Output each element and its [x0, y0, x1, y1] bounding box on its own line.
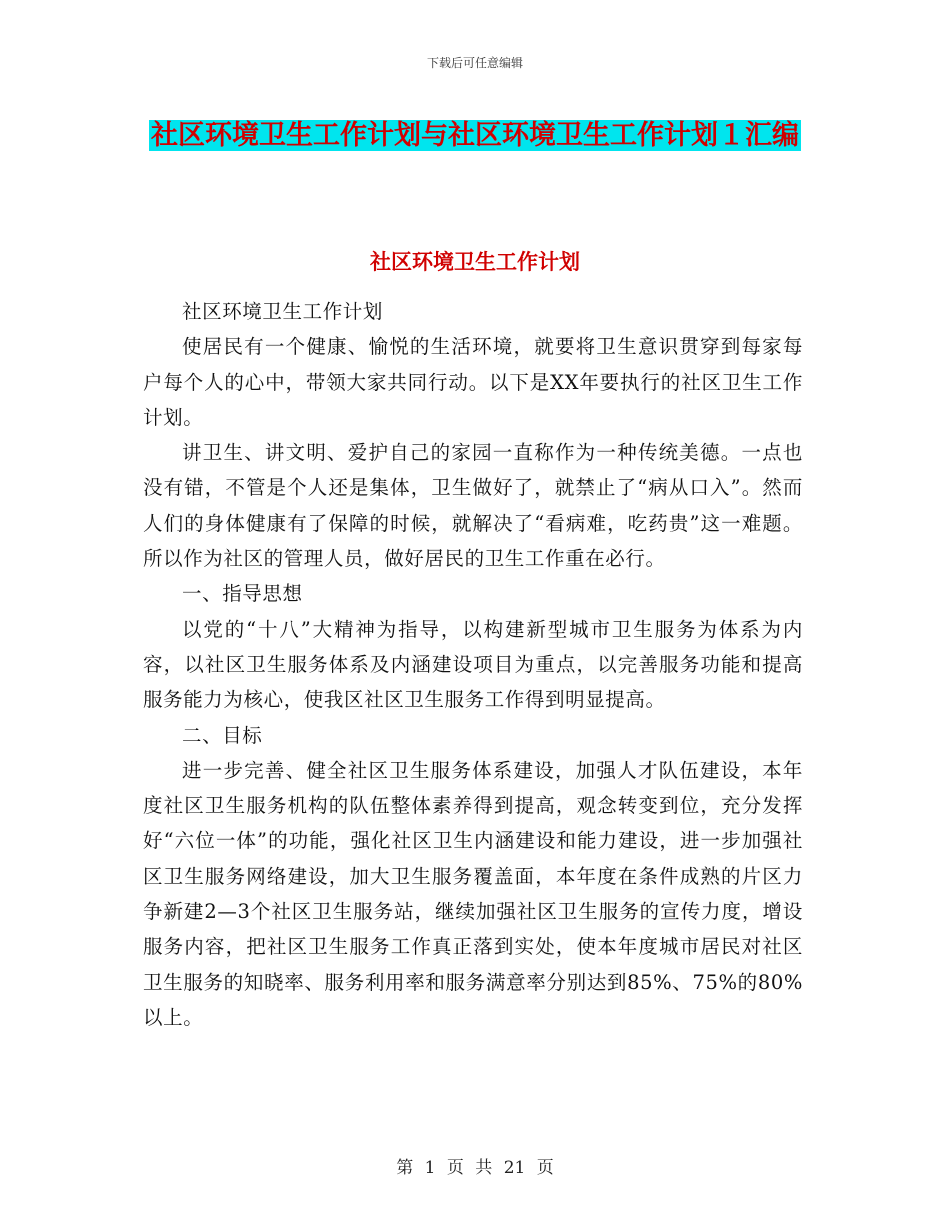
paragraph-guiding-ideology: 以党的“十八”大精神为指导，以构建新型城市卫生服务为体系为内容，以社区卫生服务体系及内涵建设项目为重点，以完善服务功能和提高服务能力为核心，使我区社区卫生服务工作得到明显提高。 [143, 617, 803, 712]
heading-guiding-ideology: 一、指导思想 [182, 582, 303, 606]
paragraph-background: 讲卫生、讲文明、爱护自己的家园一直称作为一种传统美德。一点也没有错，不管是个人还是集体，卫生做好了，就禁止了“病从口入”。然而人们的身体健康有了保障的时候，就解决了“看病难，吃药贵”这一难题。所以作为社区的管理人员，做好居民的卫生工作重在必行。 [143, 441, 803, 571]
document-title-text: 社区环境卫生工作计划与社区环境卫生工作计划１汇编 [151, 120, 799, 151]
document-title [145, 112, 805, 160]
document-body [143, 294, 803, 1035]
heading-goals: 二、目标 [182, 723, 263, 747]
header-note: 下载后可任意编辑 [426, 56, 523, 70]
section-title: 社区环境卫生工作计划 [370, 250, 580, 274]
paragraph-subtitle: 社区环境卫生工作计划 [182, 300, 384, 323]
paragraph-goals: 进一步完善、健全社区卫生服务体系建设，加强人才队伍建设，本年度社区卫生服务机构的队伍整体素养得到提高，观念转变到位，充分发挥好“六位一体”的功能，强化社区卫生内涵建设和能力建设，进一步加强社区卫生服务网络建设，加大卫生服务覆盖面，本年度在条件成熟的片区力争新建2—3个社区卫生服务站，继续加强社区卫生服务的宣传力度，增设服务内容，把社区卫生服务工作真正落到实处，使本年度城市居民对社区卫生服务的知晓率、服务利用率和服务满意率分别达到85%、75%的80%以上。 [143, 758, 803, 1029]
paragraph-intro: 使居民有一个健康、愉悦的生活环境，就要将卫生意识贯穿到每家每户每个人的心中，带领大家共同行动。以下是XX年要执行的社区卫生工作计划。 [143, 335, 803, 429]
page-footer: 第 1 页 共 21 页 [396, 1158, 554, 1178]
